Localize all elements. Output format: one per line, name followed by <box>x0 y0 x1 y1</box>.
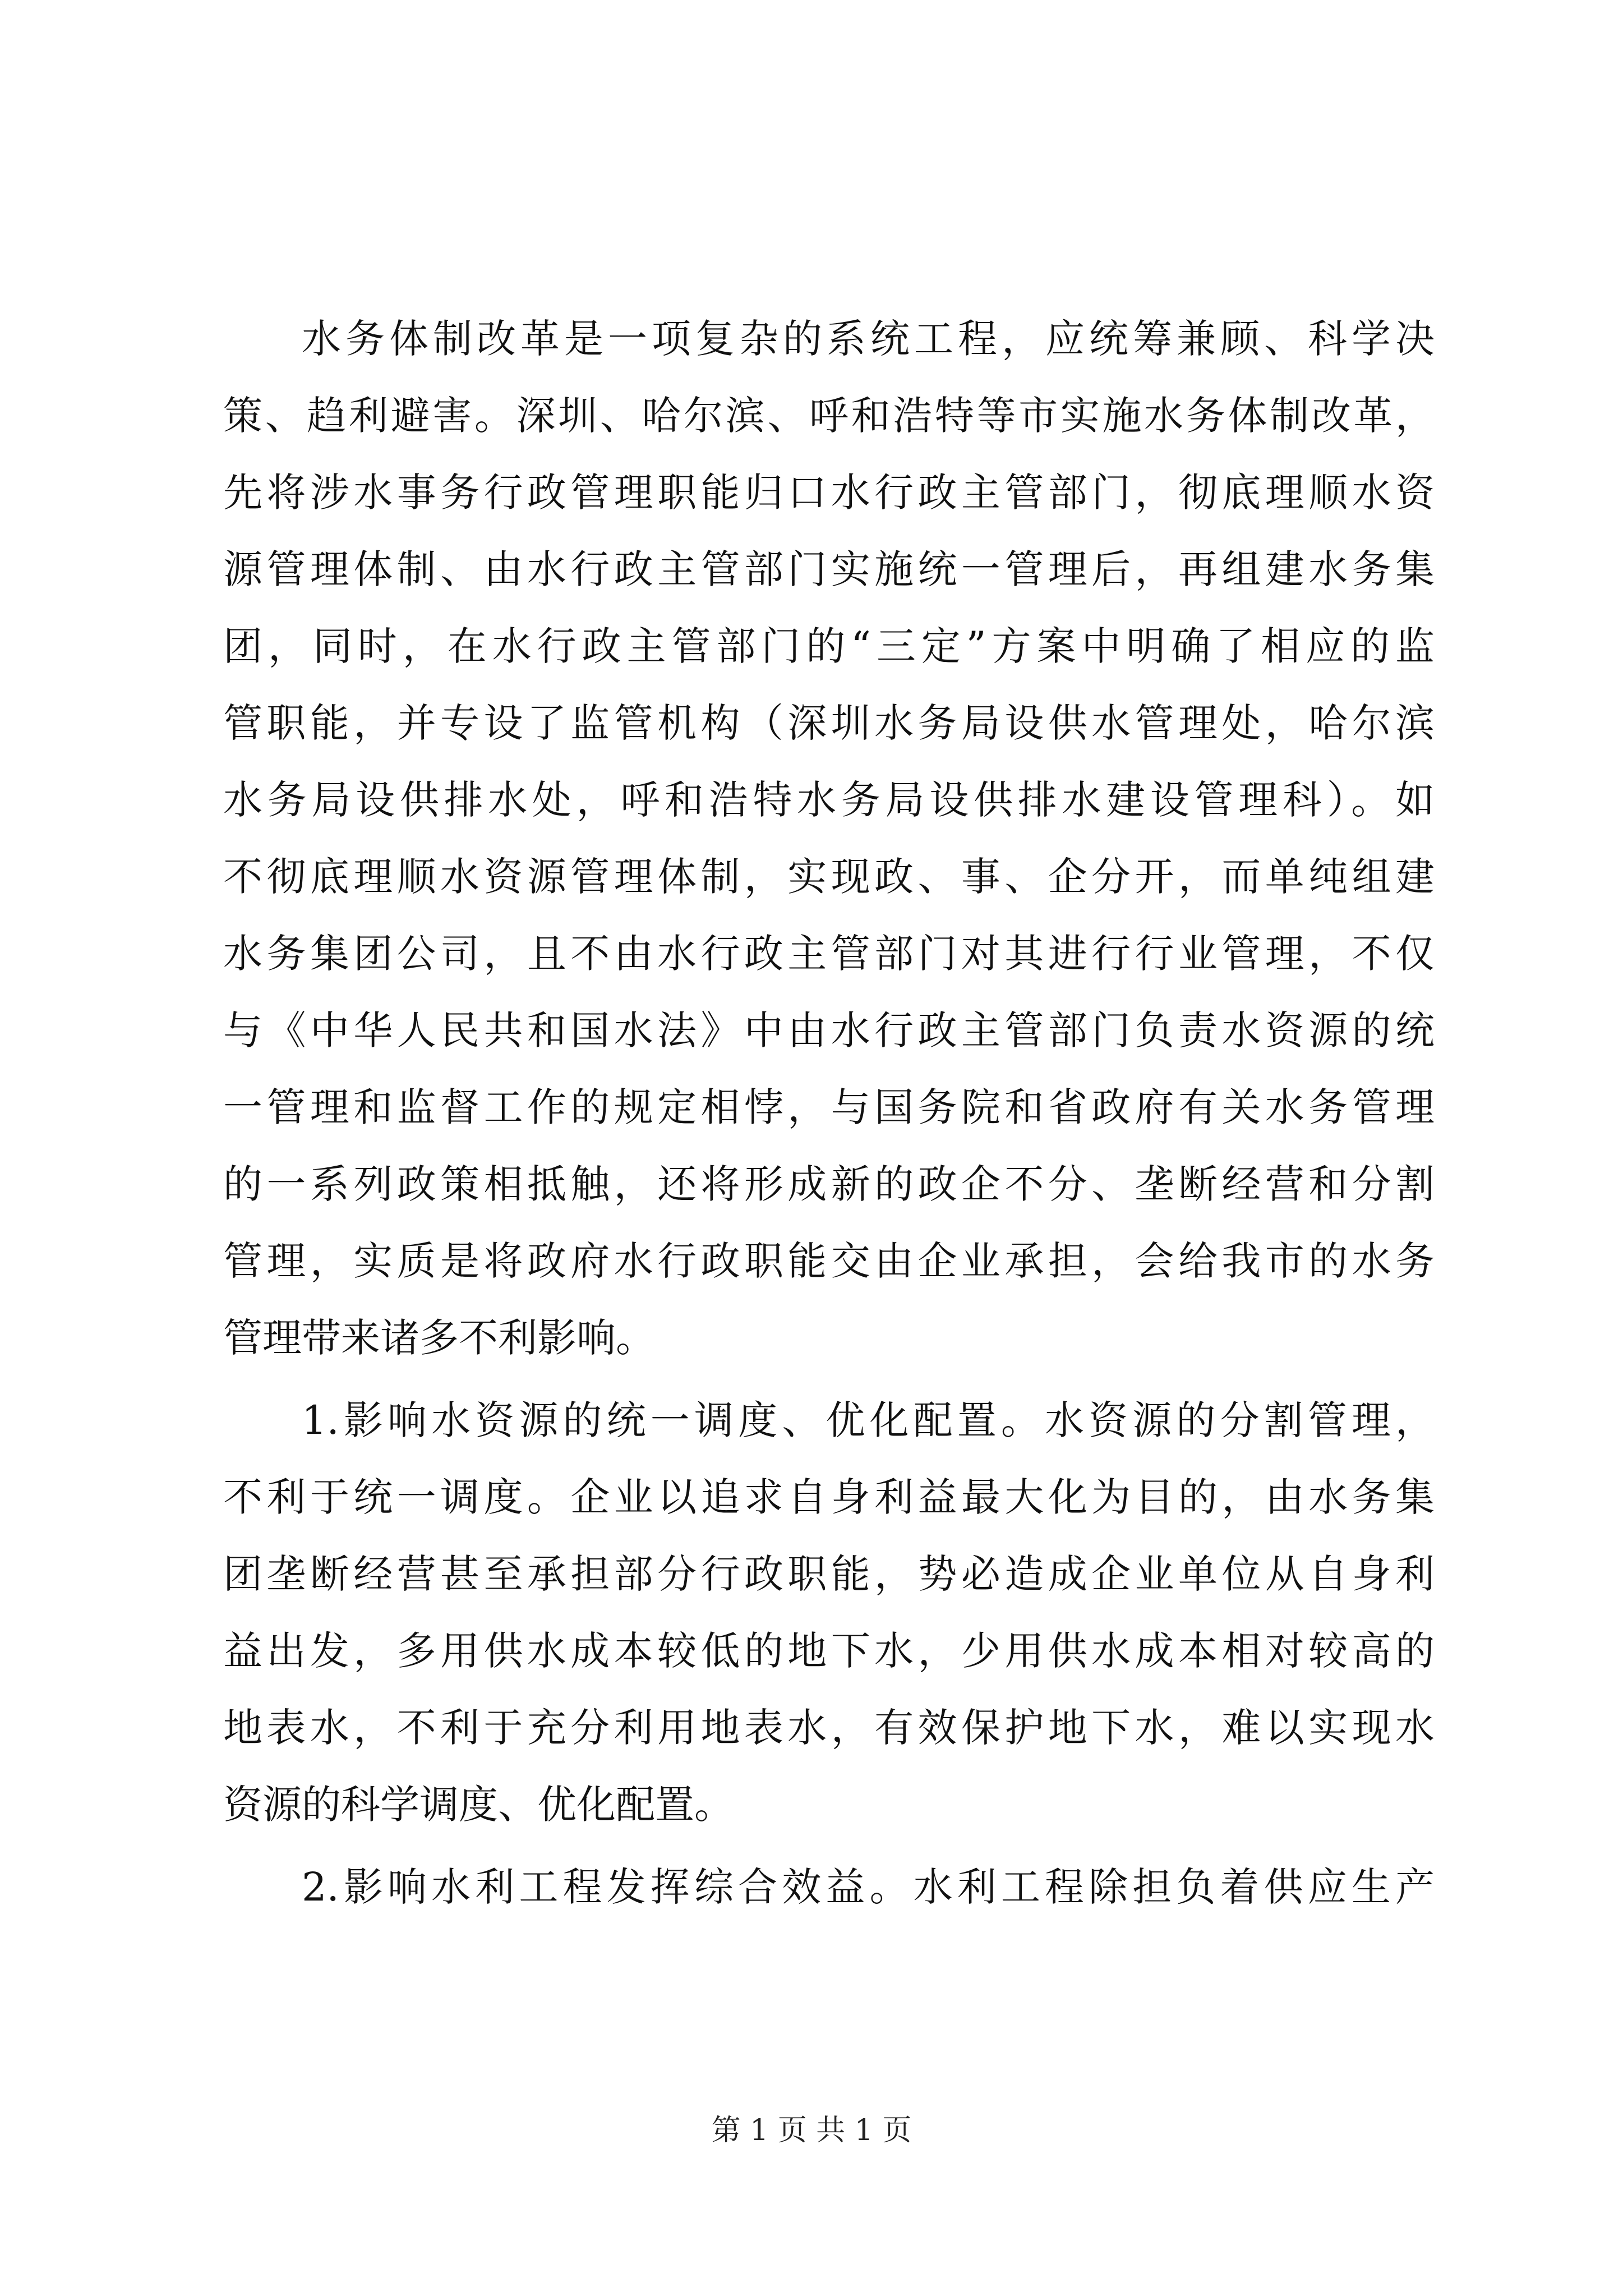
text-line: 团垄断经营甚至承担部分行政职能，势必造成企业单位从自身利 <box>223 1551 1435 1597</box>
paragraph-3 <box>223 1849 1435 1926</box>
text-line: 水务体制改革是一项复杂的系统工程，应统筹兼顾、科学决 <box>302 316 1435 362</box>
text-line: 1.影响水资源的统一调度、优化配置。水资源的分割管理， <box>302 1397 1435 1443</box>
paragraph-1 <box>223 301 1435 1377</box>
text-line: 的一系列政策相抵触，还将形成新的政企不分、垄断经营和分割 <box>223 1161 1435 1207</box>
page-footer <box>0 2106 1623 2148</box>
text-line: 不彻底理顺水资源管理体制，实现政、事、企分开，而单纯组建 <box>223 854 1435 900</box>
text-line: 管理带来诸多不利影响。 <box>223 1315 655 1361</box>
text-line: 水务集团公司，且不由水行政主管部门对其进行行业管理，不仅 <box>223 931 1435 977</box>
page-number-label: 第 1 页 共 1 页 <box>711 2114 912 2147</box>
text-line: 地表水，不利于充分利用地表水，有效保护地下水，难以实现水 <box>223 1705 1435 1751</box>
text-line: 源管理体制、由水行政主管部门实施统一管理后，再组建水务集 <box>223 546 1435 592</box>
text-line: 一管理和监督工作的规定相悖，与国务院和省政府有关水务管理 <box>223 1084 1435 1130</box>
text-line: 管理，实质是将政府水行政职能交由企业承担，会给我市的水务 <box>223 1238 1435 1284</box>
text-line: 不利于统一调度。企业以追求自身利益最大化为目的，由水务集 <box>223 1474 1435 1520</box>
text-line: 资源的科学调度、优化配置。 <box>223 1782 734 1828</box>
text-line: 益出发，多用供水成本较低的地下水，少用供水成本相对较高的 <box>223 1628 1435 1674</box>
paragraph-2 <box>223 1382 1435 1843</box>
text-line: 团，同时，在水行政主管部门的“三定”方案中明确了相应的监 <box>223 623 1435 669</box>
text-line: 管职能，并专设了监管机构（深圳水务局设供水管理处，哈尔滨 <box>223 700 1435 746</box>
document-body <box>223 301 1435 1926</box>
text-line: 2.影响水利工程发挥综合效益。水利工程除担负着供应生产 <box>302 1864 1435 1910</box>
text-line: 先将涉水事务行政管理职能归口水行政主管部门，彻底理顺水资 <box>223 470 1435 516</box>
text-line: 与《中华人民共和国水法》中由水行政主管部门负责水资源的统 <box>223 1007 1435 1053</box>
text-line: 策、趋利避害。深圳、哈尔滨、呼和浩特等市实施水务体制改革， <box>223 393 1435 439</box>
text-line: 水务局设供排水处，呼和浩特水务局设供排水建设管理科）。如 <box>223 777 1435 823</box>
